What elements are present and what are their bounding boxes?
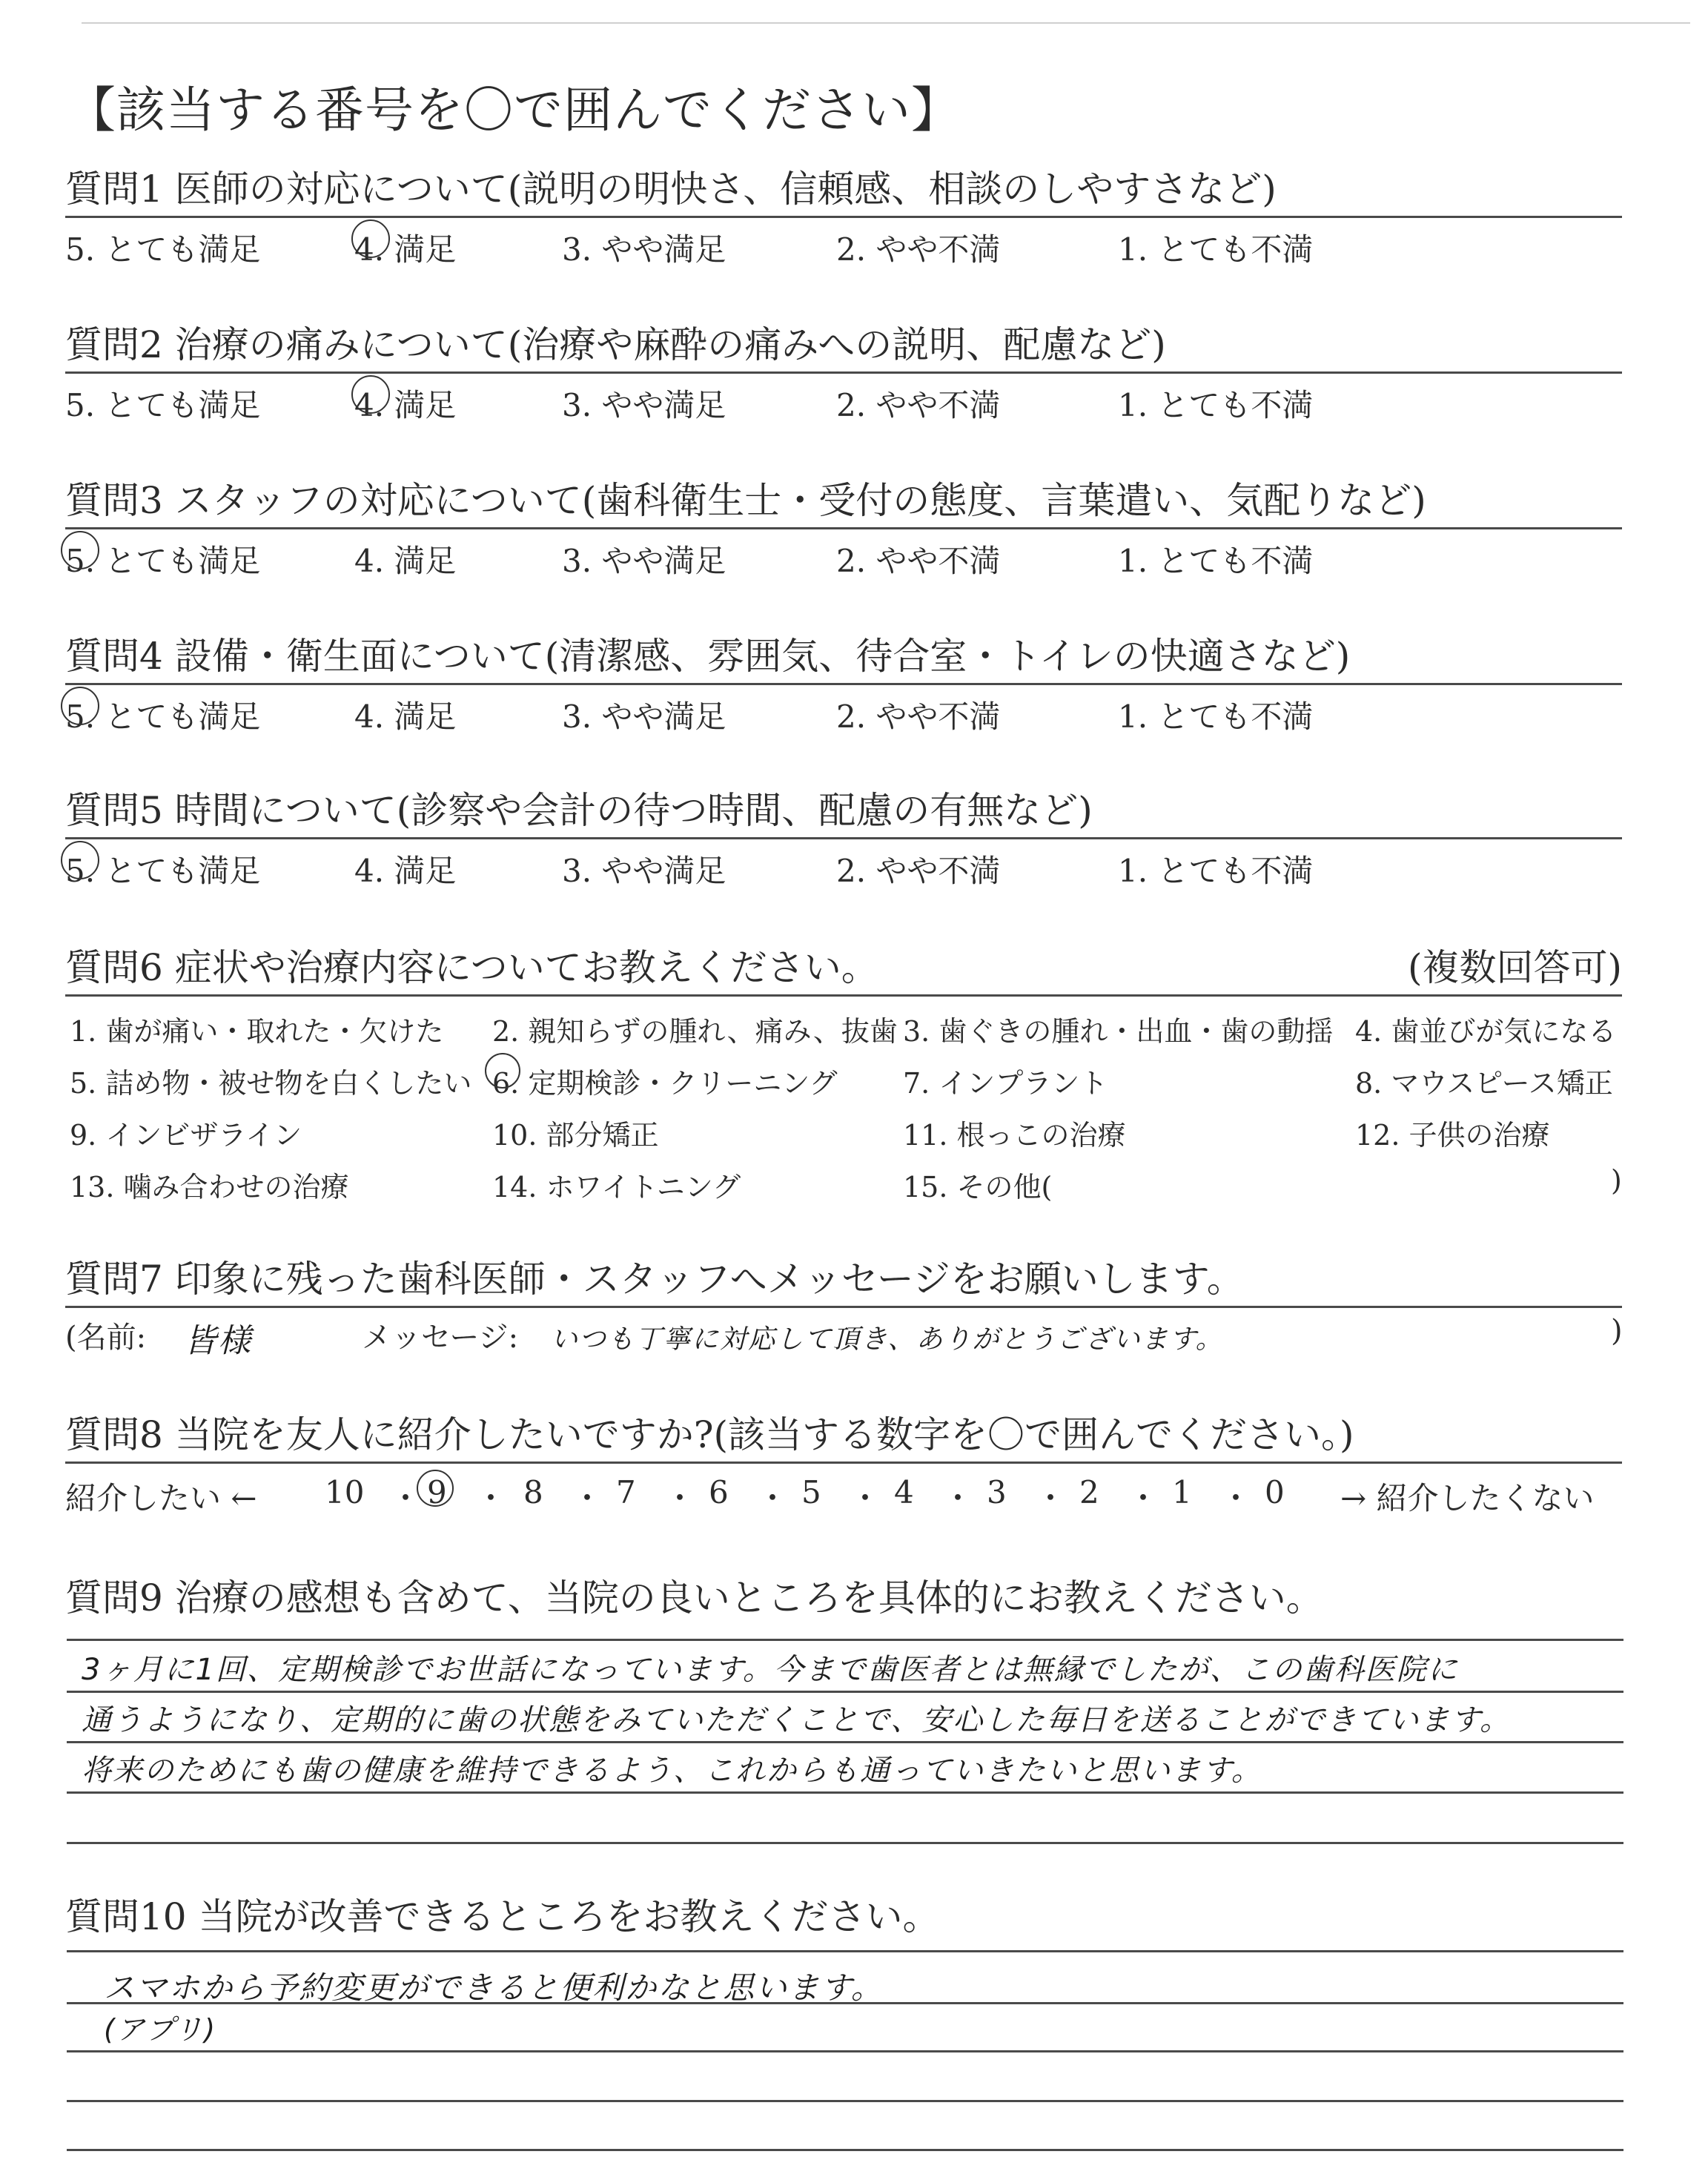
- question-5-rule: [65, 837, 1622, 839]
- symptom-option[interactable]: 4. 歯並びが気になる: [1355, 1015, 1617, 1048]
- scale-value[interactable]: 2: [1079, 1474, 1099, 1510]
- symptom-option-other[interactable]: 15. その他(: [903, 1171, 1053, 1203]
- rating-option-1[interactable]: 1. とても不満: [1118, 853, 1314, 889]
- name-value[interactable]: 皆様: [184, 1322, 252, 1360]
- message-value[interactable]: いつも丁寧に対応して頂き、ありがとうございます。: [551, 1324, 1224, 1355]
- scale-value[interactable]: 6: [709, 1474, 729, 1510]
- question-1: [65, 167, 1622, 270]
- rating-option-5[interactable]: 5. とても満足: [65, 387, 261, 423]
- answer-rule: [67, 1950, 1623, 1952]
- name-label: (名前:: [65, 1321, 147, 1355]
- question-6-items: [65, 1008, 1622, 1231]
- scale-value[interactable]: 3: [987, 1474, 1007, 1510]
- rating-option-4[interactable]: 4. 満足: [354, 231, 457, 268]
- question-3-rule: [65, 527, 1622, 529]
- scale-value[interactable]: 8: [523, 1474, 543, 1510]
- rating-option-1[interactable]: 1. とても不満: [1118, 543, 1314, 579]
- rating-option-2[interactable]: 2. やや不満: [836, 853, 1001, 889]
- question-4: [65, 634, 1622, 737]
- symptom-option[interactable]: 9. インビザライン: [70, 1119, 302, 1152]
- scale-dot: ・: [664, 1480, 696, 1516]
- answer-rule: [67, 1741, 1623, 1743]
- answer-rule: [67, 1639, 1623, 1641]
- top-border: [82, 22, 1690, 24]
- question-10-title: 質問10 当院が改善できるところをお教えください。: [65, 1895, 940, 1938]
- answer-line[interactable]: 通うようになり、定期的に歯の状態をみていただくことで、安心した毎日を送ることができています。: [82, 1703, 1511, 1737]
- message-close-paren: ): [1611, 1314, 1623, 1348]
- selected-circle: [351, 375, 390, 414]
- rating-option-4[interactable]: 4. 満足: [354, 543, 457, 579]
- question-1-rule: [65, 216, 1622, 218]
- question-3: [65, 478, 1622, 581]
- rating-option-3[interactable]: 3. やや満足: [562, 387, 726, 423]
- selected-circle: [61, 687, 99, 725]
- scale-dot: ・: [1128, 1480, 1159, 1516]
- answer-line[interactable]: (アプリ): [104, 2013, 217, 2046]
- rating-option-3[interactable]: 3. やや満足: [562, 698, 726, 735]
- rating-option-4[interactable]: 4. 満足: [354, 853, 457, 889]
- selected-circle: [351, 219, 390, 258]
- question-7-title: 質問7 印象に残った歯科医師・スタッフへメッセージをお願いします。: [65, 1258, 1244, 1301]
- answer-rule: [67, 1842, 1623, 1844]
- multiple-answer-note: (複数回答可): [1407, 946, 1622, 989]
- question-2: [65, 323, 1622, 426]
- message-line: [65, 1314, 1622, 1358]
- question-5: [65, 788, 1622, 891]
- question-2-title: 質問2 治療の痛みについて(治療や麻酔の痛みへの説明、配慮など): [65, 323, 1166, 366]
- message-label: メッセージ:: [362, 1321, 519, 1355]
- symptom-option[interactable]: 1. 歯が痛い・取れた・欠けた: [70, 1015, 444, 1048]
- scale-dot: ・: [1220, 1480, 1252, 1516]
- answer-line[interactable]: スマホから予約変更ができると便利かなと思います。: [104, 1969, 884, 2006]
- question-8-rule: [65, 1462, 1622, 1464]
- scale-dot: ・: [942, 1480, 974, 1516]
- scale-value[interactable]: 9: [427, 1474, 447, 1510]
- question-2-options: [65, 381, 1622, 426]
- question-10: [65, 1895, 1622, 1939]
- question-5-options: [65, 847, 1622, 891]
- answer-rule: [67, 2002, 1623, 2004]
- question-5-title: 質問5 時間について(診察や会計の待つ時間、配慮の有無など): [65, 789, 1093, 832]
- rating-option-2[interactable]: 2. やや不満: [836, 231, 1001, 268]
- answer-rule: [67, 1791, 1623, 1794]
- symptom-option[interactable]: 11. 根っこの治療: [903, 1119, 1126, 1152]
- question-9-title: 質問9 治療の感想も含めて、当院の良いところを具体的にお教えください。: [65, 1576, 1323, 1619]
- scale-left-label: 紹介したい ←: [65, 1480, 257, 1516]
- rating-option-5[interactable]: 5. とても満足: [65, 853, 261, 889]
- other-close-paren: ): [1611, 1164, 1622, 1197]
- rating-option-4[interactable]: 4. 満足: [354, 387, 457, 423]
- rating-option-1[interactable]: 1. とても不満: [1118, 231, 1314, 268]
- scale-dot: ・: [390, 1480, 422, 1516]
- scale-dot: ・: [850, 1480, 881, 1516]
- rating-option-3[interactable]: 3. やや満足: [562, 231, 726, 268]
- question-3-title: 質問3 スタッフの対応について(歯科衛生士・受付の態度、言葉遣い、気配りなど): [65, 479, 1426, 522]
- referral-scale: [65, 1474, 1622, 1519]
- rating-option-5[interactable]: 5. とても満足: [65, 543, 261, 579]
- form-header: 【該当する番号を〇で囲んでください】: [67, 82, 961, 139]
- scale-value[interactable]: 4: [894, 1474, 914, 1510]
- question-1-options: [65, 225, 1622, 270]
- question-7-rule: [65, 1306, 1622, 1308]
- rating-option-2[interactable]: 2. やや不満: [836, 698, 1001, 735]
- question-6-title: 質問6 症状や治療内容についてお教えください。: [65, 946, 878, 989]
- symptom-option[interactable]: 5. 詰め物・被せ物を白くしたい: [70, 1067, 472, 1100]
- symptom-option[interactable]: 14. ホワイトニング: [492, 1171, 741, 1203]
- symptom-option[interactable]: 3. 歯ぐきの腫れ・出血・歯の動揺: [903, 1015, 1334, 1048]
- question-8: [65, 1413, 1622, 1519]
- scale-dot: ・: [475, 1480, 507, 1516]
- symptom-option[interactable]: 12. 子供の治療: [1355, 1119, 1550, 1152]
- symptom-option[interactable]: 10. 部分矯正: [492, 1119, 659, 1152]
- answer-rule: [67, 1691, 1623, 1693]
- question-6: [65, 945, 1622, 1231]
- scale-value[interactable]: 5: [801, 1474, 821, 1510]
- rating-option-5[interactable]: 5. とても満足: [65, 231, 261, 268]
- selected-circle: [61, 531, 99, 569]
- question-7: [65, 1257, 1622, 1358]
- question-9: [65, 1576, 1622, 1620]
- symptom-option[interactable]: 2. 親知らずの腫れ、痛み、抜歯: [492, 1015, 898, 1048]
- rating-option-2[interactable]: 2. やや不満: [836, 387, 1001, 423]
- scale-value[interactable]: 7: [616, 1474, 636, 1510]
- scale-dot: ・: [1035, 1480, 1067, 1516]
- rating-option-1[interactable]: 1. とても不満: [1118, 387, 1314, 423]
- scale-dot: ・: [757, 1480, 789, 1516]
- rating-option-3[interactable]: 3. やや満足: [562, 543, 726, 579]
- symptom-option[interactable]: 7. インプラント: [903, 1067, 1108, 1100]
- question-4-title: 質問4 設備・衛生面について(清潔感、雰囲気、待合室・トイレの快適さなど): [65, 635, 1351, 678]
- scale-value[interactable]: 10: [325, 1474, 365, 1510]
- answer-rule: [67, 2149, 1623, 2151]
- symptom-option[interactable]: 13. 噛み合わせの治療: [70, 1171, 349, 1203]
- rating-option-3[interactable]: 3. やや満足: [562, 853, 726, 889]
- selected-circle: [485, 1053, 520, 1089]
- answer-line[interactable]: 将来のためにも歯の健康を維持できるよう、これからも通っていきたいと思います。: [82, 1754, 1262, 1788]
- question-6-title-row: [65, 945, 1622, 990]
- scale-right-label: → 紹介したくない: [1340, 1480, 1595, 1516]
- rating-option-5[interactable]: 5. とても満足: [65, 698, 261, 735]
- scale-value[interactable]: 0: [1265, 1474, 1285, 1510]
- question-2-rule: [65, 371, 1622, 374]
- symptom-option[interactable]: 8. マウスピース矯正: [1355, 1067, 1613, 1100]
- selected-circle: [417, 1470, 454, 1507]
- scale-value[interactable]: 1: [1172, 1474, 1192, 1510]
- question-6-rule: [65, 994, 1622, 997]
- symptom-option[interactable]: 6. 定期検診・クリーニング: [492, 1067, 838, 1100]
- answer-rule: [67, 2100, 1623, 2102]
- question-4-rule: [65, 683, 1622, 685]
- rating-option-2[interactable]: 2. やや不満: [836, 543, 1001, 579]
- question-3-options: [65, 537, 1622, 581]
- answer-line[interactable]: 3ヶ月に1回、定期検診でお世話になっています。今まで歯医者とは無縁でしたが、この歯科医院に: [82, 1653, 1459, 1687]
- rating-option-4[interactable]: 4. 満足: [354, 698, 457, 735]
- scale-dot: ・: [572, 1480, 603, 1516]
- selected-circle: [61, 841, 99, 879]
- question-8-title: 質問8 当院を友人に紹介したいですか?(該当する数字を〇で囲んでください。): [65, 1413, 1354, 1456]
- question-1-title: 質問1 医師の対応について(説明の明快さ、信頼感、相談のしやすさなど): [65, 168, 1277, 211]
- answer-rule: [67, 2050, 1623, 2052]
- rating-option-1[interactable]: 1. とても不満: [1118, 698, 1314, 735]
- question-4-options: [65, 693, 1622, 737]
